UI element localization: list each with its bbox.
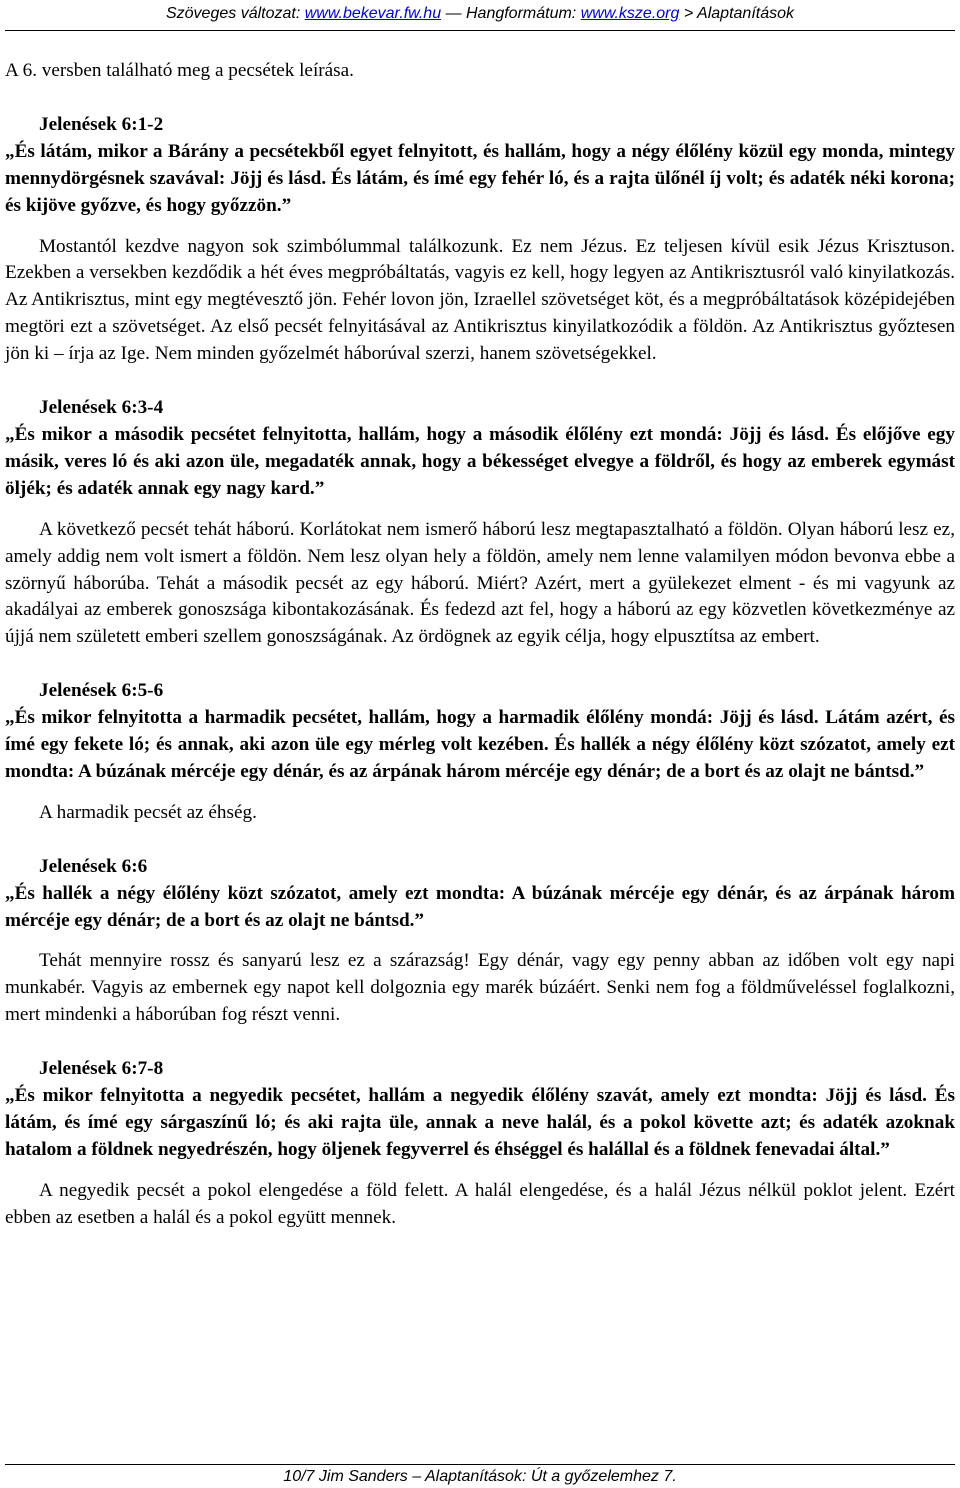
verse-quote: „És mikor felnyitotta a negyedik pecsétet, hallám a negyedik élőlény szavát, amely ezt mondta: Jöjj és lásd. És látám, és ímé egy sárgaszínű ló; és aki rajta üle, annak a neve halál, és a pokol követte azt; és adaték azoknak hatalom a földnek negyedrészén, hogy öljenek fegyverrel és éhséggel és halállal és a földnek fenevadai által.” — [5, 1085, 955, 1160]
intro-paragraph: A 6. versben található meg a pecsétek leírása. — [5, 60, 354, 81]
commentary-paragraph: Mostantól kezdve nagyon sok szimbólummal találkozunk. Ez nem Jézus. Ez teljesen kívül esik Jézus Krisztuson. Ezekben a versekben kezdődik a hét éves megpróbáltatás, vagyis ez kell, hogy legyen az Antikrisztusról való kinyilatkozás. Az Antikrisztus, mint egy megtévesztő jön. Fehér lovon jön, Izraellel szövetséget köt, és a megpróbáltatások középidejében megtöri ezt a szövetséget. Az első pecsét felnyitásával az Antikrisztus kinyilatkozódik a földön. Az Antikrisztus győztesen jön ki – írja az Ige. Nem minden győzelmét háborúval szerzi, hanem szövetségekkel. — [5, 235, 955, 365]
document-body — [5, 58, 955, 1232]
header-link-bekevar[interactable]: www.bekevar.fw.hu — [304, 5, 442, 22]
header-link-ksze[interactable]: www.ksze.org — [580, 5, 680, 22]
verse-quote: „És hallék a négy élőlény közt szózatot, amely ezt mondta: A búzának mércéje egy dénár, és az árpának három mércéje egy dénár; de a bort és az olajt ne bántsd.” — [5, 882, 955, 931]
verse-quote: „És látám, mikor a Bárány a pecsétekből egyet felnyitott, és hallám, hogy a négy élőlény közül egy monda, mintegy mennydörgésnek szavával: Jöjj és lásd. És látám, és ímé egy fehér ló, és a rajta ülőnél íj volt; és adaték néki korona; és kijöve győzve, és hogy győzzön.” — [5, 140, 955, 216]
commentary-paragraph: A harmadik pecsét az éhség. — [39, 801, 257, 823]
page-header — [0, 0, 960, 34]
footer-rule — [5, 1464, 955, 1465]
verse-reference: Jelenések 6:7-8 — [39, 1058, 164, 1080]
verse-quote: „És mikor a második pecsétet felnyitotta, hallám, hogy a második élőlény ezt mondá: Jöjj és lásd. És előjőve egy másik, veres ló és aki azon üle, megadaték annak, hogy a békességet elvegye a földről, és hogy az emberek egymást öljék; és adaték annak egy nagy kard.” — [5, 423, 955, 499]
verse-reference: Jelenések 6:5-6 — [39, 680, 164, 702]
verse-reference: Jelenések 6:1-2 — [39, 113, 164, 135]
page-footer: 10/7 Jim Sanders – Alaptanítások: Út a győzelemhez 7. — [283, 1468, 677, 1485]
commentary-paragraph: A következő pecsét tehát háború. Korlátokat nem ismerő háború lesz megtapasztalható a földön. Olyan háború lesz ez, amely addig nem volt ismert a földön. Nem lesz olyan hely a földön, amely nem lenne valamilyen módon bevonva ebbe a szörnyű háborúba. Tehát a második pecsét az egy háború. Miért? Azért, mert a gyülekezet elment - és mi vagyunk az akadályai az emberek gonoszsága kibontakozásának. És fedezd azt fel, hogy a háború az egy közvetlen következménye az újjá nem született emberi szellem gonoszságának. Az ördögnek az egyik célja, hogy elpusztítsa az embert. — [5, 518, 955, 648]
commentary-paragraph: A negyedik pecsét a pokol elengedése a föld felett. A halál elengedése, és a halál Jézus nélkül poklot jelent. Ezért ebben az esetben a halál és a pokol együtt mennek. — [5, 1179, 955, 1228]
header-middle: — Hangformátum: — [441, 5, 581, 22]
verse-reference: Jelenések 6:6 — [39, 855, 148, 877]
verse-reference: Jelenések 6:3-4 — [39, 397, 164, 419]
commentary-paragraph: Tehát mennyire rossz és sanyarú lesz ez a szárazság! Egy dénár, vagy egy penny abban az időben volt egy napi munkabér. Vagyis az embernek egy napot kell dolgoznia egy marék búzáért. Senki nem fog a földműveléssel foglalkozni, mert mindenki a háborúban fog részt venni. — [5, 950, 955, 1026]
header-prefix: Szöveges változat: — [165, 5, 305, 22]
header-suffix: > Alaptanítások — [679, 5, 794, 22]
verse-quote: „És mikor felnyitotta a harmadik pecsétet, hallám, hogy a harmadik élőlény mondá: Jöjj és lásd. Látám azért, és ímé egy fekete ló; és annak, aki azon üle egy mérleg volt kezében. És hallék a négy élőlény közt szózatot, amely ezt mondta: A búzának mércéje egy dénár, és az árpának három mércéje egy dénár; de a bort és az olajt ne bántsd.” — [5, 707, 955, 782]
header-rule — [5, 30, 955, 31]
